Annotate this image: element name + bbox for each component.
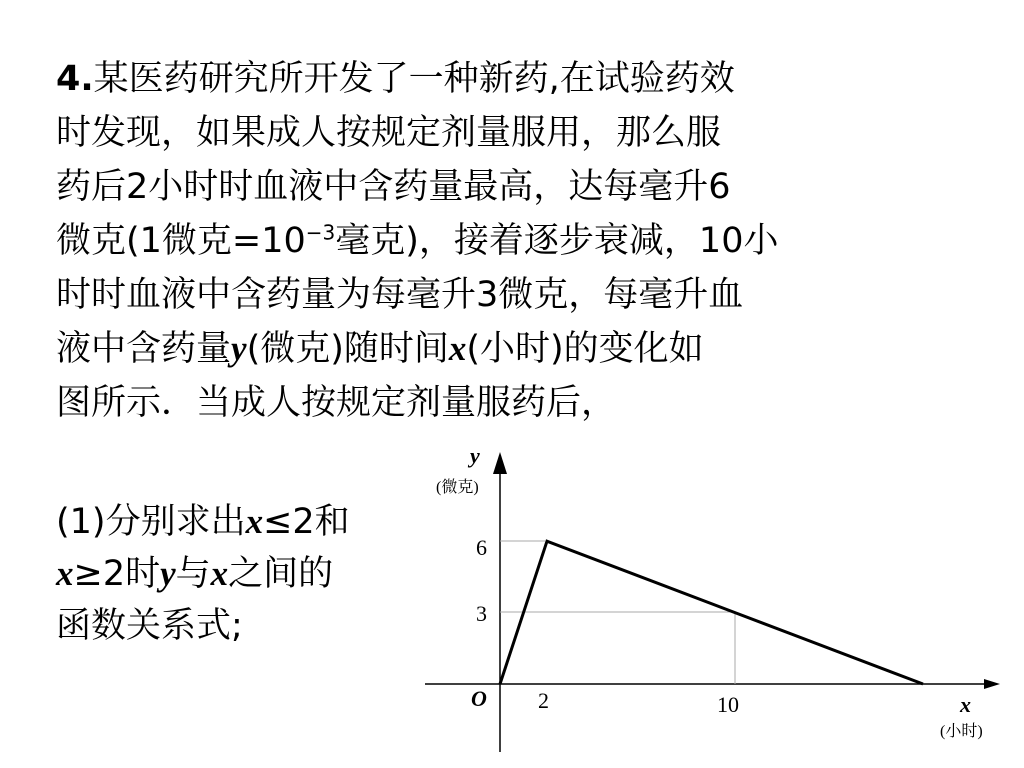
y-axis-arrow xyxy=(493,452,507,474)
x-axis-label: x xyxy=(960,692,971,717)
text-segment: 之间的 xyxy=(228,554,334,594)
text-segment: 函数关系式; xyxy=(56,606,243,646)
text-segment: 液中含药量 xyxy=(56,329,232,369)
text-segment: 微克(1微克=10 xyxy=(56,221,306,261)
x-axis-arrow xyxy=(984,679,1000,689)
variable-y: y xyxy=(231,329,247,368)
variable-x: x xyxy=(210,554,229,593)
x-tick-2: 2 xyxy=(538,688,549,713)
text-segment: 与 xyxy=(175,554,211,594)
x-tick-10: 10 xyxy=(717,692,739,717)
text-segment: 某医药研究所开发了一种新药,在试验药效 xyxy=(93,59,735,99)
exponent: −3 xyxy=(305,220,336,245)
text-segment: 毫克)，接着逐步衰减，10小 xyxy=(335,221,779,261)
text-segment: (1)分别求出 xyxy=(56,502,246,542)
text-segment: (小时)的变化如 xyxy=(466,329,704,369)
variable-x: x xyxy=(245,502,264,541)
y-axis-label: y xyxy=(470,443,480,468)
text-segment: (微克)随时间 xyxy=(246,329,449,369)
text-segment: 药后2小时时血液中含药量最高，达每毫升6 xyxy=(56,167,731,207)
x-axis-unit: (小时) xyxy=(940,723,983,740)
y-axis-unit: (微克) xyxy=(436,479,479,496)
text-segment: 时时血液中含药量为每毫升3微克，每毫升血 xyxy=(56,275,744,315)
variable-x: x xyxy=(448,329,467,368)
variable-y: y xyxy=(160,554,176,593)
y-tick-3: 3 xyxy=(476,601,487,626)
problem-number: 4. xyxy=(56,59,94,99)
concentration-curve xyxy=(500,541,923,684)
text-segment: ≤2和 xyxy=(263,502,350,542)
variable-x: x xyxy=(56,554,74,593)
text-segment: ≥2时 xyxy=(73,554,161,594)
text-segment: 图所示．当成人按规定剂量服药后， xyxy=(56,383,617,423)
y-tick-6: 6 xyxy=(476,535,487,560)
text-segment: 时发现，如果成人按规定剂量服用，那么服 xyxy=(56,113,722,153)
origin-label: O xyxy=(471,686,487,711)
